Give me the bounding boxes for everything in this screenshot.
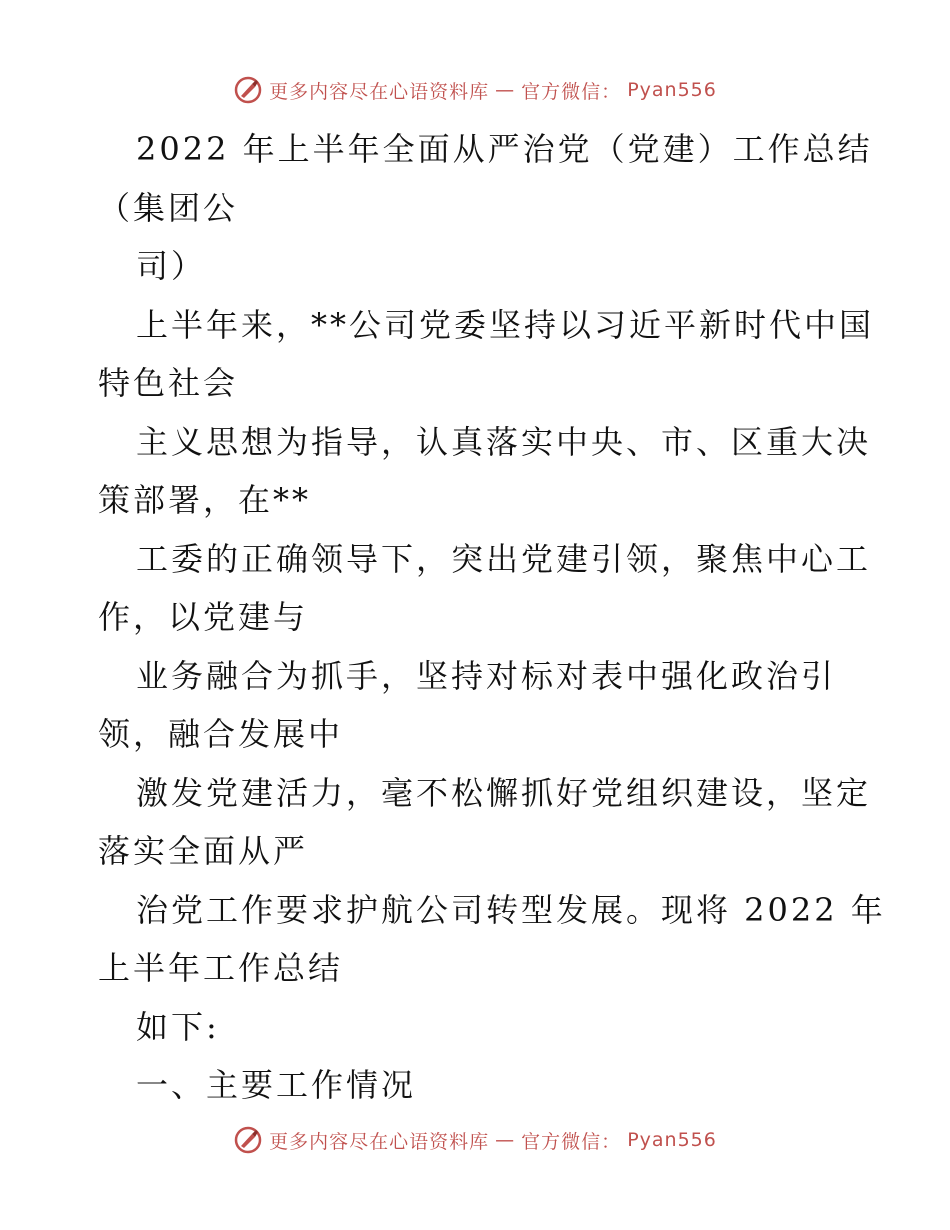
paragraph-line: 主义思想为指导，认真落实中央、市、区重大决 <box>136 422 872 461</box>
paragraph-line: 领，融合发展中 <box>98 715 344 753</box>
paragraph-line: 上半年工作总结 <box>98 949 344 987</box>
paragraph-line: 上半年来，**公司党委坚持以习近平新时代中国 <box>136 305 875 344</box>
paragraph-line: 落实全面从严 <box>98 832 309 870</box>
paragraph-line: 策部署，在** <box>98 481 312 519</box>
paragraph-line: 激发党建活力，毫不松懈抓好党组织建设，坚定 <box>136 773 872 812</box>
paragraph-line: 如下: <box>136 1007 220 1046</box>
paragraph-line: 工委的正确领导下，突出党建引领，聚焦中心工 <box>136 539 872 578</box>
paragraph-line: 作，以党建与 <box>98 598 309 636</box>
watermark-text: 更多内容尽在心语资料库 <box>269 80 490 103</box>
watermark-wechat-id: Pyan556 <box>627 79 717 101</box>
paragraph-line: 特色社会 <box>98 364 239 402</box>
watermark-wechat-id: Pyan556 <box>627 1129 717 1151</box>
watermark-separator: — <box>495 79 516 101</box>
header-watermark <box>0 70 950 110</box>
footer-watermark <box>0 1120 950 1160</box>
watermark-wechat-label: 官方微信： <box>521 1130 622 1153</box>
pen-logo-icon <box>233 1125 263 1155</box>
pen-logo-icon <box>233 75 263 105</box>
watermark-wechat-label: 官方微信： <box>521 80 622 103</box>
document-body <box>98 120 886 1115</box>
watermark-text: 更多内容尽在心语资料库 <box>269 1130 490 1153</box>
paragraph-line: 治党工作要求护航公司转型发展。现将 2022 年 <box>136 890 886 929</box>
paragraph-line: 业务融合为抓手，坚持对标对表中强化政治引 <box>136 656 837 695</box>
watermark-separator: — <box>495 1129 516 1151</box>
document-title-line-1: 2022 年上半年全面从严治党（党建）工作总结 <box>136 130 873 168</box>
document-title-line-2: （集团公 <box>98 188 239 227</box>
document-title-line-3: 司） <box>136 247 207 285</box>
section-heading: 一、主要工作情况 <box>136 1066 417 1104</box>
